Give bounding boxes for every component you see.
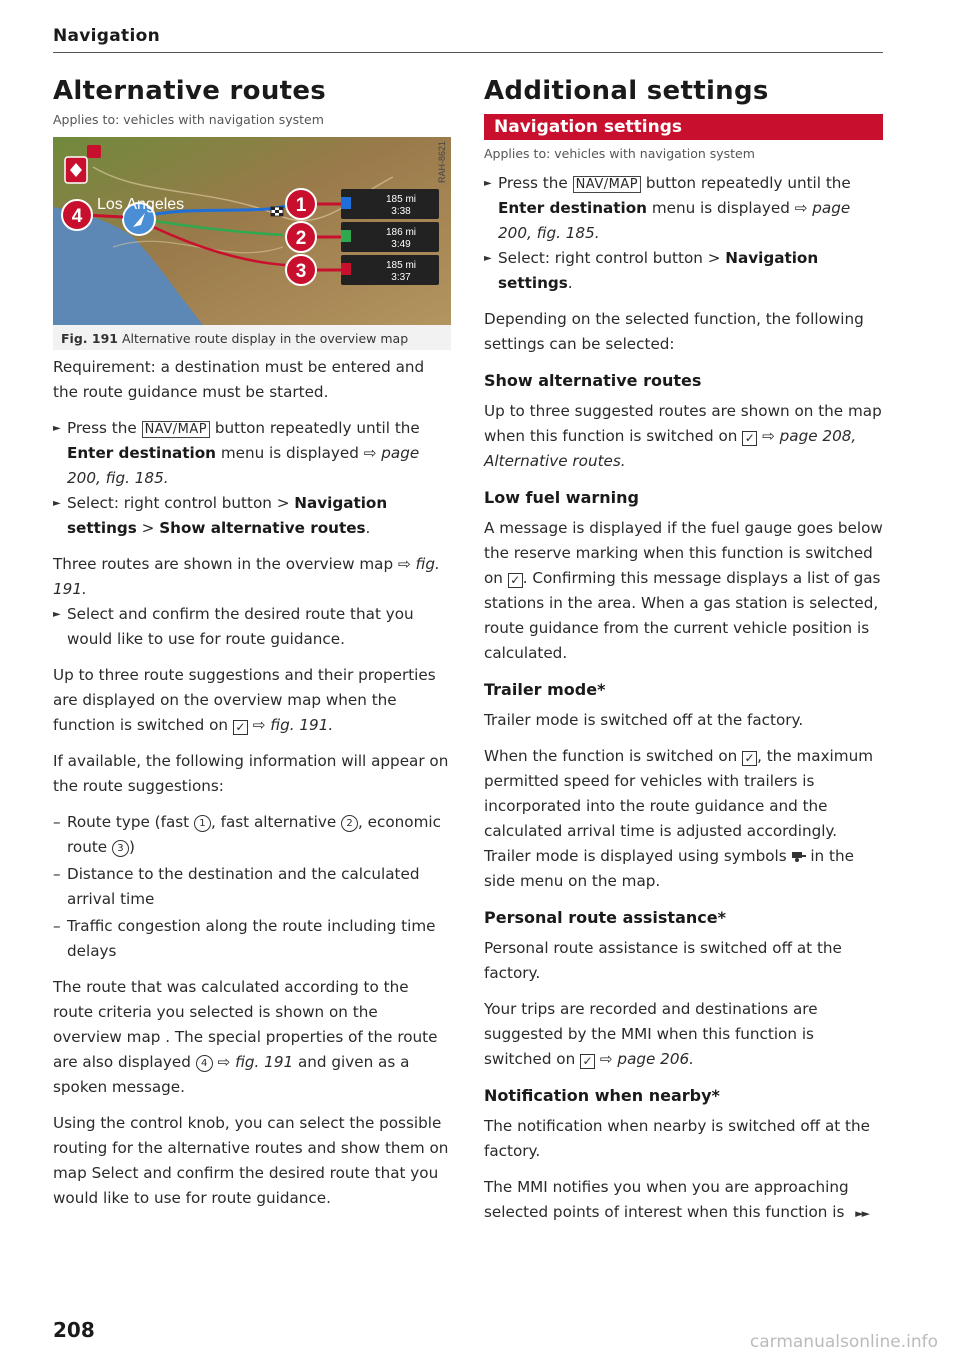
trailer-icon (792, 851, 806, 861)
route-1-marker: 1 (295, 195, 307, 216)
checkbox-checked-icon: ✓ (233, 720, 248, 735)
checkbox-checked-icon: ✓ (742, 431, 757, 446)
if-available-text: If available, the following information will appear on the route suggestions: (53, 752, 449, 795)
route-2-time: 3:49 (391, 239, 411, 250)
left-column (53, 70, 451, 1222)
step-select-settings: ► Select: right control button > Navigation settings. (484, 246, 883, 296)
page-reference[interactable]: ⇨ page 200, fig. 185. (498, 199, 851, 242)
figure-191 (53, 137, 451, 347)
route-1-time: 3:38 (391, 206, 411, 217)
upto-three-text: Up to three route suggestions and their properties are displayed on the overview map when the function is switched on ✓ ⇨ fig. 191. (53, 666, 436, 734)
list-item: – Traffic congestion along the route including time delays (53, 914, 451, 964)
calculated-route-text: The route that was calculated according to the route criteria you selected is shown on the overview map . The special properties of the route are also displayed 4 ⇨ fig. 191 and given as a spoken message. (53, 978, 438, 1096)
heading-trailer-mode: Trailer mode* (484, 680, 606, 699)
heading-personal-route-assistance: Personal route assistance* (484, 908, 726, 927)
show-routes-text: Up to three suggested routes are shown on the map when this function is switched on ✓ ⇨ page 208, Alternative routes. (484, 402, 882, 470)
requirement-text: Requirement: a destination must be entered and the route guidance must be started. (53, 358, 425, 401)
route-2-distance: 186 mi (385, 227, 417, 238)
fig-reference[interactable]: ⇨ fig. 191. (53, 555, 440, 598)
list-item: – Route type (fast 1 , fast alternative 2 , economic route 3 ) (53, 810, 451, 860)
circled-2-icon: 2 (341, 815, 358, 832)
circled-1-icon: 1 (194, 815, 211, 832)
figure-caption-text: Alternative route display in the overview map (121, 331, 409, 346)
nav-map-key: NAV/MAP (142, 421, 211, 438)
low-fuel-text: A message is displayed if the fuel gauge goes below the reserve marking when this function is switched on ✓ . Confirming this message displays a list of gas stations in the area. When a gas station is selected, route guidance from the current vehicle position is calculated. (484, 519, 883, 662)
navigation-settings-bar: Navigation settings (484, 114, 883, 140)
map-city-label: Los Angeles (97, 196, 185, 213)
checkbox-checked-icon: ✓ (742, 751, 757, 766)
page-number: 208 (53, 1318, 95, 1342)
step-press-nav-map: ► Press the NAV/MAP button repeatedly until the Enter destination menu is displayed ⇨ page 200, fig. 185. (53, 416, 451, 491)
fig-reference[interactable]: ⇨ fig. 191. (252, 716, 334, 734)
watermark: carmanualsonline.info (749, 1332, 938, 1352)
route-2-marker: 2 (295, 228, 307, 249)
checkbox-checked-icon: ✓ (508, 573, 523, 588)
page-reference[interactable]: ⇨ page 206. (599, 1050, 695, 1068)
trailer-mode-text: When the function is switched on ✓ , the maximum permitted speed for vehicles with trailers is incorporated into the route guidance and the calculated arrival time is adjusted accordingly. Trailer mode is displayed using symbols in the side menu on the map. (484, 747, 873, 890)
step-select-settings: ► Select: right control button > Navigation settings > Show alternative routes. (53, 491, 451, 541)
route-3-time: 3:37 (391, 272, 411, 283)
step-select-route: ► Select and confirm the desired route that you would like to use for route guidance. (53, 602, 451, 652)
personal-assist-text: Your trips are recorded and destinations are suggested by the MMI when this function is switched on ✓ ⇨ page 206. (484, 1000, 818, 1068)
heading-show-alternative-routes: Show alternative routes (484, 371, 702, 390)
section-title-alternative-routes: Alternative routes (53, 76, 327, 106)
circled-4-icon: 4 (196, 1055, 213, 1072)
personal-assist-factory-text: Personal route assistance is switched off at the factory. (484, 939, 842, 982)
circled-3-icon: 3 (112, 840, 129, 857)
step-press-nav-map: ► Press the NAV/MAP button repeatedly until the Enter destination menu is displayed ⇨ page 200, fig. 185. (484, 171, 883, 246)
depending-text: Depending on the selected function, the following settings can be selected: (484, 310, 864, 353)
checkbox-checked-icon: ✓ (580, 1054, 595, 1069)
applies-note: Applies to: vehicles with navigation system (484, 146, 755, 161)
route-3-distance: 185 mi (385, 260, 417, 271)
figure-caption (53, 325, 451, 350)
section-header: Navigation (53, 26, 160, 46)
figure-label: Fig. 191 (61, 331, 118, 346)
heading-notification-when-nearby: Notification when nearby* (484, 1086, 720, 1105)
route-3-marker: 3 (295, 261, 307, 282)
applies-note: Applies to: vehicles with navigation system (53, 112, 324, 127)
trailer-mode-factory-text: Trailer mode is switched off at the factory. (484, 711, 804, 729)
page-reference[interactable]: ⇨ page 200, fig. 185. (67, 444, 420, 487)
section-title-additional-settings: Additional settings (484, 76, 769, 106)
figure-code: RAH-8621 (437, 140, 447, 183)
three-routes-text: Three routes are shown in the overview map ⇨ fig. 191. (53, 555, 440, 598)
notification-text: The MMI notifies you when you are approaching selected points of interest when this function is ►► (484, 1178, 869, 1221)
heading-low-fuel-warning: Low fuel warning (484, 488, 639, 507)
map-illustration (53, 137, 451, 325)
notification-factory-text: The notification when nearby is switched off at the factory. (484, 1117, 870, 1160)
callout-4-marker: 4 (71, 206, 83, 227)
list-item: – Distance to the destination and the calculated arrival time (53, 862, 451, 912)
page-reference[interactable]: ⇨ page 208, Alternative routes. (484, 427, 857, 470)
nav-map-key: NAV/MAP (573, 176, 642, 193)
route-1-distance: 185 mi (385, 194, 417, 205)
fig-reference[interactable]: ⇨ fig. 191 (217, 1053, 294, 1071)
control-knob-text: Using the control knob, you can select the possible routing for the alternative routes and show them on map Select and confirm the desired route that you would like to use for route guidance. (53, 1114, 449, 1207)
header-divider (53, 52, 883, 53)
right-column (484, 70, 883, 1237)
continued-arrow-icon: ►► (855, 1207, 869, 1220)
